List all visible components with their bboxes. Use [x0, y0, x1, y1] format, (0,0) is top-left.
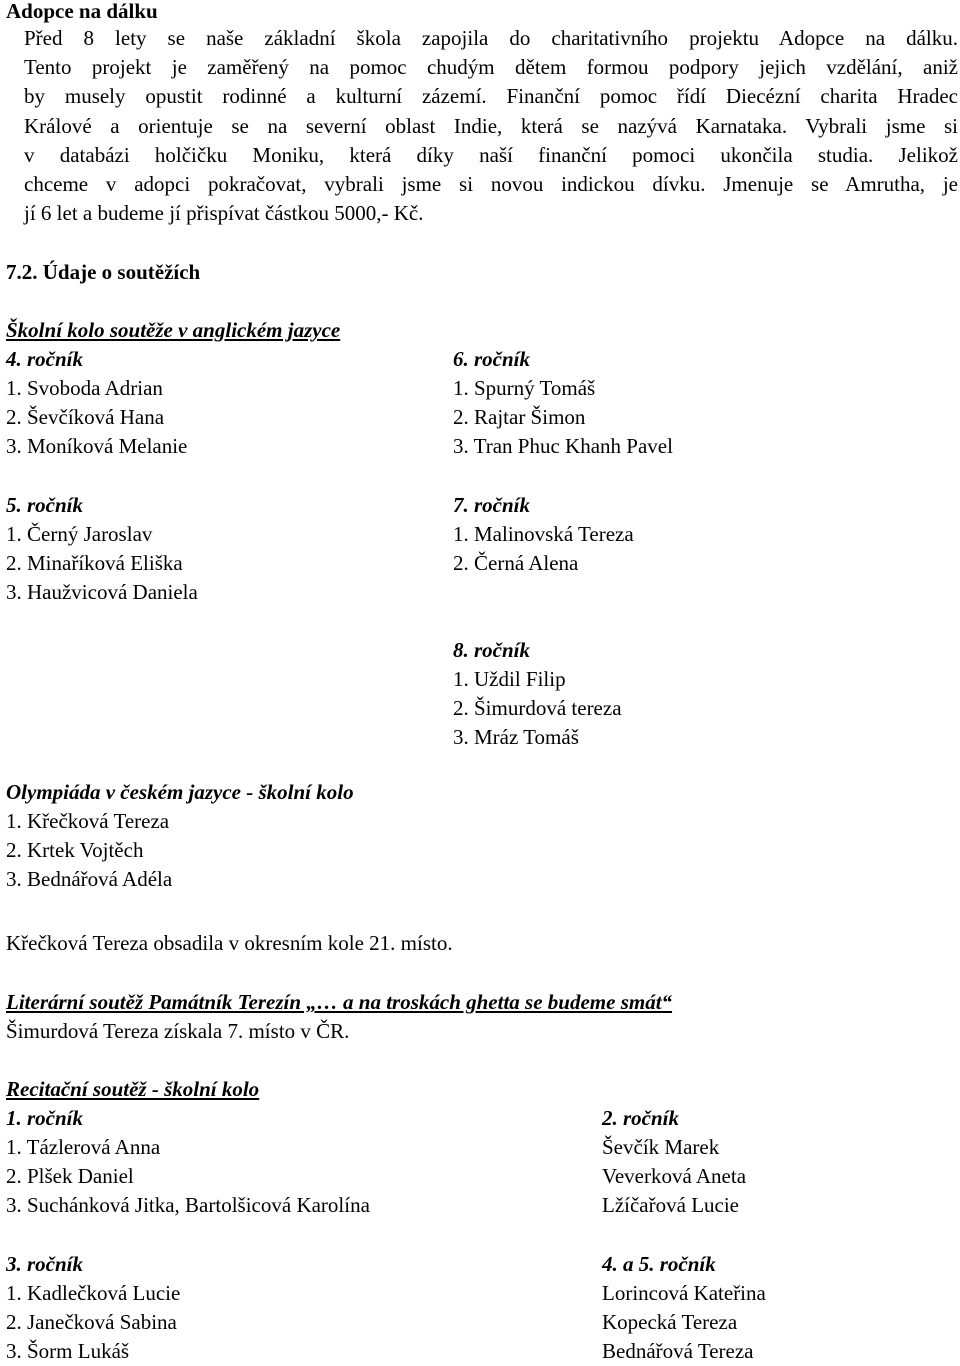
- list-item: 1. Malinovská Tereza: [453, 522, 634, 546]
- recitation-heading: Recitační soutěž - školní kolo: [6, 1077, 260, 1101]
- list-item: 2. Šimurdová tereza: [453, 696, 622, 720]
- grade-label: 5. ročník: [6, 493, 84, 517]
- recitation-grade-1: [6, 1104, 370, 1220]
- english-grade-7: [453, 491, 634, 578]
- english-grade-4: [6, 345, 187, 461]
- list-item: 3. Moníková Melanie: [6, 434, 188, 458]
- olympiad-note: Křečková Tereza obsadila v okresním kole 21. místo.: [6, 931, 453, 955]
- paragraph-line: v databázi holčičku Moniku, která díky naší finanční pomoci ukončila studia. Jelikož: [24, 142, 958, 167]
- grade-label: 6. ročník: [453, 347, 531, 371]
- list-item: 3. Haužvicová Daniela: [6, 580, 198, 604]
- list-item: 1. Křečková Tereza: [6, 809, 170, 833]
- paragraph-line: jí 6 let a budeme jí přispívat částkou 5000,- Kč.: [24, 201, 424, 226]
- english-grade-5: [6, 491, 198, 607]
- grade-label: 8. ročník: [453, 638, 531, 662]
- paragraph-line: by musely opustit rodinné a kulturní zázemí. Finanční pomoc řídí Diecézní charita Hradec: [24, 84, 958, 109]
- olympiad-heading: Olympiáda v českém jazyce - školní kolo: [6, 780, 354, 804]
- literary-competition-heading: Literární soutěž Památník Terezín „… a na troskách ghetta se budeme smát“: [6, 990, 673, 1014]
- recitation-grade-2: [602, 1104, 746, 1220]
- list-item: 1. Spurný Tomáš: [453, 376, 596, 400]
- grade-label: 4. ročník: [6, 347, 84, 371]
- list-item: 1. Černý Jaroslav: [6, 522, 153, 546]
- recitation-grade-3: [6, 1250, 180, 1366]
- list-item: 2. Ševčíková Hana: [6, 405, 165, 429]
- list-item: 1. Tázlerová Anna: [6, 1135, 161, 1159]
- section-heading: 7.2. Údaje o soutěžích: [6, 260, 201, 284]
- list-item: 3. Mráz Tomáš: [453, 725, 579, 749]
- list-item: Lorincová Kateřina: [602, 1281, 766, 1305]
- list-item: 1. Svoboda Adrian: [6, 376, 163, 400]
- list-item: 2. Černá Alena: [453, 551, 579, 575]
- grade-label: 1. ročník: [6, 1106, 84, 1130]
- list-item: 2. Minaříková Eliška: [6, 551, 183, 575]
- olympiad-section: [6, 778, 354, 894]
- english-competition-heading: Školní kolo soutěže v anglickém jazyce: [6, 318, 341, 342]
- english-grade-8: [453, 636, 622, 752]
- grade-label: 7. ročník: [453, 493, 531, 517]
- paragraph-line: Králové a orientuje se na severní oblast Indie, která se nazývá Karnataka. Vybrali jsme si: [24, 113, 958, 138]
- list-item: 2. Krtek Vojtěch: [6, 838, 144, 862]
- english-grade-6: [453, 345, 673, 461]
- list-item: Lžíčařová Lucie: [602, 1193, 739, 1217]
- list-item: Ševčík Marek: [602, 1135, 720, 1159]
- list-item: 1. Uždil Filip: [453, 667, 566, 691]
- list-item: 2. Plšek Daniel: [6, 1164, 134, 1188]
- list-item: 3. Tran Phuc Khanh Pavel: [453, 434, 673, 458]
- list-item: Veverková Aneta: [602, 1164, 747, 1188]
- list-item: 2. Janečková Sabina: [6, 1310, 177, 1334]
- paragraph-line: Před 8 lety se naše základní škola zapojila do charitativního projektu Adopce na dálku.: [24, 26, 958, 50]
- recitation-grade-4-5: [602, 1250, 766, 1366]
- list-item: Kopecká Tereza: [602, 1310, 738, 1334]
- adoption-heading: Adopce na dálku: [6, 0, 158, 23]
- list-item: 1. Kadlečková Lucie: [6, 1281, 181, 1305]
- list-item: 2. Rajtar Šimon: [453, 405, 586, 429]
- adoption-paragraph: [24, 24, 958, 228]
- literary-note: Šimurdová Tereza získala 7. místo v ČR.: [6, 1019, 350, 1043]
- grade-label: 3. ročník: [6, 1252, 84, 1276]
- list-item: 3. Bednářová Adéla: [6, 867, 173, 891]
- paragraph-line: chceme v adopci pokračovat, vybrali jsme si novou indickou dívku. Jmenuje se Amrutha, je: [24, 172, 958, 197]
- grade-label: 4. a 5. ročník: [602, 1252, 716, 1276]
- list-item: Bednářová Tereza: [602, 1339, 754, 1363]
- list-item: 3. Šorm Lukáš: [6, 1339, 130, 1363]
- list-item: 3. Suchánková Jitka, Bartolšicová Karolína: [6, 1193, 370, 1217]
- grade-label: 2. ročník: [602, 1106, 680, 1130]
- paragraph-line: Tento projekt je zaměřený na pomoc chudým dětem formou podpory jejich vzdělání, aniž: [24, 55, 958, 80]
